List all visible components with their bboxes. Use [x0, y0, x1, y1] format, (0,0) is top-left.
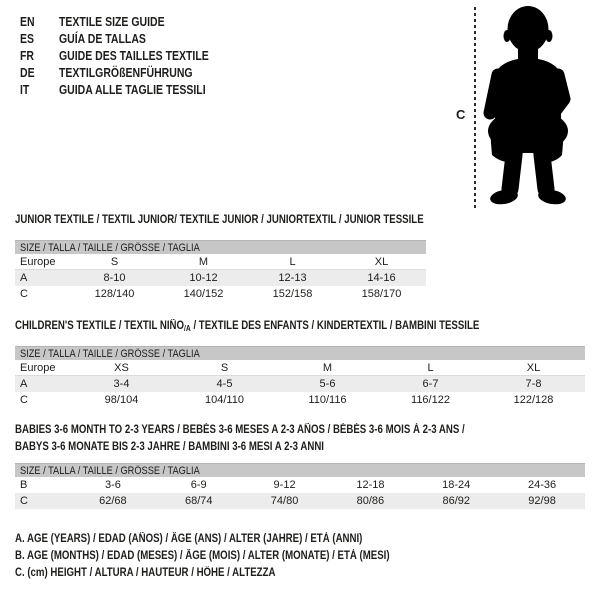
language-title: GUIDA ALLE TAGLIE TESSILI [59, 82, 206, 97]
table-cell: 4-5 [216, 378, 233, 390]
language-row [20, 30, 237, 47]
table-cell: 92/98 [528, 495, 556, 507]
table-cell: 9-12 [273, 479, 296, 491]
table-cell: 5-6 [319, 378, 336, 390]
table-cell: M [198, 255, 209, 268]
children-table-title: CHILDREN'S TEXTILE / TEXTIL NIÑO/A / TEXTILE DES ENFANTS / KINDERTEXTIL / BAMBINI TESSILE [15, 320, 480, 333]
table-row [15, 493, 585, 509]
table-cell: 3-4 [113, 378, 130, 390]
language-title: GUÍA DE TALLAS [59, 31, 146, 46]
row-label: Europe [20, 255, 56, 268]
table-cell: 158/170 [361, 288, 402, 300]
table-cell: 24-36 [527, 479, 557, 491]
toddler-silhouette [482, 3, 572, 207]
size-header-bar: SIZE / TALLA / TAILLE / GRÖSSE / TAGLIA [15, 240, 426, 254]
row-label: A [20, 378, 28, 390]
table-cell: 3-6 [104, 479, 121, 491]
table-cell: 62/68 [99, 495, 127, 507]
table-cell: 12-13 [278, 272, 307, 284]
language-title: TEXTILE SIZE GUIDE [59, 14, 165, 29]
row-label: C [20, 495, 28, 507]
table-cell: 6-7 [422, 378, 439, 390]
row-label: B [20, 479, 28, 491]
table-cell: S [220, 361, 229, 374]
language-row [20, 64, 237, 81]
table-row [15, 286, 426, 302]
legend [15, 533, 461, 584]
table-cell: XL [374, 255, 389, 268]
height-label-c: C [456, 107, 466, 122]
table-cell: 6-9 [190, 479, 207, 491]
table-row [15, 376, 585, 392]
language-code: ES [20, 31, 35, 46]
table-cell: XS [114, 361, 129, 374]
junior-size-table [15, 240, 426, 302]
table-row [15, 254, 426, 270]
table-cell: 8-10 [103, 272, 126, 284]
row-label: C [20, 288, 28, 300]
language-code: IT [20, 82, 30, 97]
language-row [20, 81, 237, 98]
language-row [20, 47, 237, 64]
language-title: GUIDE DES TAILLES TEXTILE [59, 48, 209, 63]
table-cell: 18-24 [442, 479, 471, 491]
babies-table-title: BABIES 3-6 MONTH TO 2-3 YEARS / BEBÉS 3-6 MESES A 2-3 AÑOS / BÉBÉS 3-6 MOIS À 2-3 ANS / BABYS 3-6 MONATE BIS 2-3 JAHRE / BAMBINI 3-6 MESI A 2-3 ANNI [15, 424, 465, 453]
legend-line-b: B. AGE (MONTHS) / EDAD (MESES) / ÂGE (MOIS) / ALTER (MONATE) / ETÀ (MESI) [15, 550, 390, 562]
language-code: DE [20, 65, 35, 80]
row-label: A [20, 272, 28, 284]
table-cell: 14-16 [367, 272, 396, 284]
table-cell: S [110, 255, 119, 268]
table-cell: 7-8 [525, 378, 542, 390]
row-label: Europe [20, 361, 56, 374]
table-row [15, 360, 585, 376]
table-cell: 128/140 [94, 288, 135, 300]
table-cell: 152/158 [272, 288, 313, 300]
table-cell: 140/152 [183, 288, 224, 300]
legend-line-c: C. (cm) HEIGHT / ALTURA / HAUTEUR / HÖHE / ALTEZZA [15, 567, 276, 579]
size-header-bar: SIZE / TALLA / TAILLE / GRÖSSE / TAGLIA [15, 346, 585, 360]
table-cell: 116/122 [411, 394, 450, 406]
language-row [20, 13, 237, 30]
subscript-a: /A [184, 324, 191, 333]
table-cell: 12-18 [356, 479, 385, 491]
table-cell: 10-12 [189, 272, 218, 284]
language-title-list [20, 13, 237, 98]
row-label: C [20, 394, 28, 406]
junior-table-title: JUNIOR TEXTILE / TEXTIL JUNIOR/ TEXTILE JUNIOR / JUNIORTEXTIL / JUNIOR TESSILE [15, 214, 424, 226]
table-cell: 80/86 [356, 495, 385, 507]
language-code: FR [20, 48, 35, 63]
table-row [15, 270, 426, 286]
table-cell: 122/128 [513, 394, 554, 406]
table-cell: 104/110 [205, 394, 244, 406]
table-cell: 110/116 [308, 394, 347, 406]
language-code: EN [20, 14, 35, 29]
height-measure-dashed-line [474, 7, 476, 208]
language-title: TEXTILGRÖßENFÜHRUNG [59, 65, 193, 80]
table-cell: XL [526, 361, 541, 374]
size-header-bar: SIZE / TALLA / TAILLE / GRÖSSE / TAGLIA [15, 463, 585, 477]
table-cell: 86/92 [442, 495, 470, 507]
table-cell: 98/104 [104, 394, 139, 406]
children-size-table [15, 346, 585, 408]
table-cell: L [289, 255, 296, 268]
table-cell: 74/80 [270, 495, 299, 507]
table-cell: 68/74 [184, 495, 213, 507]
table-cell: L [427, 361, 434, 374]
table-row [15, 392, 585, 408]
table-cell: M [322, 361, 333, 374]
babies-size-table [15, 463, 585, 509]
table-row [15, 477, 585, 493]
legend-line-a: A. AGE (YEARS) / EDAD (AÑOS) / ÂGE (ANS) / ALTER (JAHRE) / ETÀ (ANNI) [15, 533, 363, 545]
